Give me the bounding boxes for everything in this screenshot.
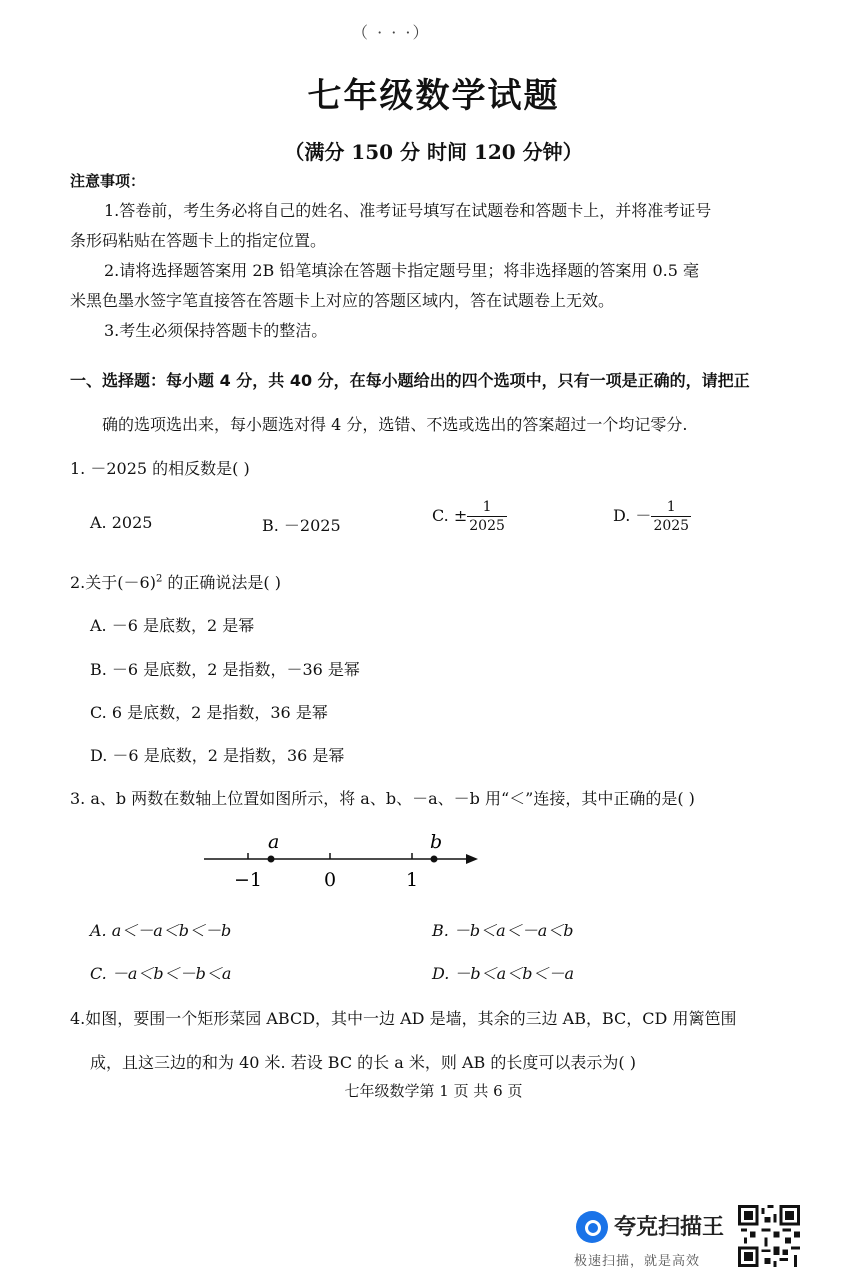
- tick-label-one: 1: [406, 869, 419, 891]
- section1-instructions-cont: 确的选项选出来，每小题选对得 4 分，选错、不选或选出的答案超过一个均记零分.: [102, 415, 688, 434]
- q2-option-b: B. －6 是底数，2 是指数，－36 是幂: [90, 660, 360, 679]
- q3-option-a: A. a＜－a＜b＜－b: [90, 921, 232, 940]
- q1-c-denominator: 2025: [469, 518, 505, 534]
- q4-stem: 4.如图，要围一个矩形菜园 ABCD，其中一边 AD 是墙，其余的三边 AB，BC，CD 用篱笆围: [70, 1009, 737, 1028]
- q1-d-denominator: 2025: [653, 518, 690, 534]
- q1-c-numerator: 1: [482, 499, 492, 515]
- q2-stem-pre: 2.关于(－6): [70, 573, 156, 592]
- label-a: a: [268, 831, 280, 853]
- q1-option-a: A. 2025: [90, 513, 153, 532]
- brand-slogan: 极速扫描，就是高效: [574, 1254, 701, 1269]
- point-b: [431, 856, 438, 863]
- q1-option-c: [432, 498, 507, 535]
- notice-item-2-cont: 米黑色墨水签字笔直接答在答题卡上对应的答题区域内，答在试题卷上无效。: [70, 291, 615, 310]
- q2-option-a: A. －6 是底数，2 是幂: [90, 616, 255, 635]
- tick-label-zero: 0: [324, 869, 337, 891]
- notice-item-2: 2.请将选择题答案用 2B 铅笔填涂在答题卡指定题号里；将非选择题的答案用 0.5 毫: [104, 261, 699, 280]
- notice-heading: 注意事项：: [70, 172, 146, 190]
- q3-option-b: B. －b＜a＜－a＜b: [432, 921, 574, 940]
- q1-stem: 1. －2025 的相反数是( ): [70, 459, 250, 478]
- top-marks: （ · · ·）: [352, 23, 431, 42]
- quark-logo-icon: [576, 1211, 608, 1243]
- q1-d-numerator: 1: [666, 499, 676, 515]
- notice-item-3: 3.考生必须保持答题卡的整洁。: [104, 321, 328, 340]
- q1-option-d-fraction: [651, 498, 691, 535]
- q2-stem-exponent: 2: [155, 573, 163, 585]
- q3-stem: 3. a、b 两数在数轴上位置如图所示，将 a、b、－a、－b 用“＜”连接，其中正确的是( ): [70, 789, 695, 808]
- notice-item-1: 1.答卷前，考生务必将自己的姓名、准考证号填写在试题卷和答题卡上，并将准考证号: [104, 201, 712, 220]
- q1-option-d-prefix: D. －: [613, 506, 652, 525]
- q2-stem-post: 的正确说法是( ): [162, 573, 281, 592]
- section1-instructions: 一、选择题：每小题 4 分，共 40 分，在每小题给出的四个选项中，只有一项是正确的，请把正: [70, 371, 750, 390]
- q4-stem-cont: 成，且这三边的和为 40 米. 若设 BC 的长 a 米，则 AB 的长度可以表示为( ): [90, 1053, 636, 1072]
- page-footer: 七年级数学第 1 页 共 6 页: [344, 1082, 523, 1100]
- notice-item-1-cont: 条形码粘贴在答题卡上的指定位置。: [70, 231, 327, 250]
- q1-option-c-fraction: [467, 498, 507, 535]
- brand-name: 夸克扫描王: [614, 1215, 725, 1240]
- page-title: 七年级数学试题: [307, 76, 560, 116]
- q2-option-c: C. 6 是底数，2 是指数，36 是幂: [90, 703, 328, 722]
- qr-code-icon: [738, 1205, 800, 1267]
- q2-option-d: D. －6 是底数，2 是指数，36 是幂: [90, 746, 345, 765]
- number-line-arrow-icon: [466, 854, 478, 864]
- q1-option-c-prefix: C. ±: [432, 506, 468, 525]
- q3-option-d: D. －b＜a＜b＜－a: [432, 964, 574, 983]
- label-b: b: [430, 831, 443, 853]
- number-line-figure: [196, 826, 486, 892]
- point-a: [268, 856, 275, 863]
- q1-option-b: B. －2025: [262, 516, 341, 535]
- q1-option-d: [613, 498, 691, 535]
- q3-option-c: C. －a＜b＜－b＜a: [90, 964, 232, 983]
- tick-label-minus-one: −1: [234, 869, 263, 891]
- q2-stem: [70, 570, 281, 593]
- page-subtitle: （满分 150 分 时间 120 分钟）: [284, 140, 583, 164]
